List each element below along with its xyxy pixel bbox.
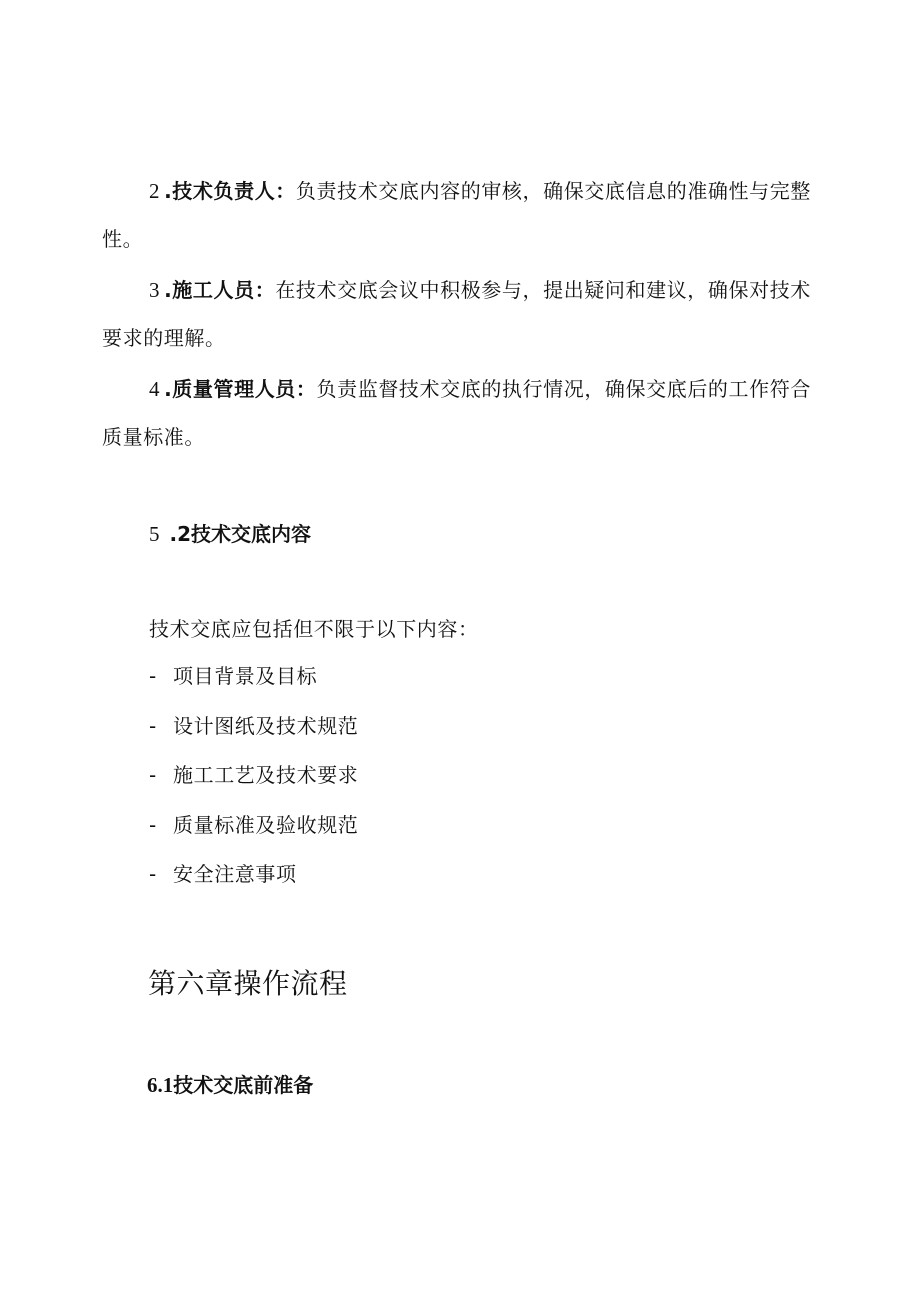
section-title: .2技术交底内容 (169, 522, 312, 546)
section-number: 6.1 (147, 1073, 174, 1097)
list-item-text: 施工工艺及技术要求 (173, 763, 359, 787)
item-term: .质量管理人员： (164, 377, 317, 401)
list-item-text: 质量标准及验收规范 (173, 812, 359, 837)
list-item (149, 711, 358, 761)
list-item-text: 设计图纸及技术规范 (173, 713, 359, 738)
section-heading-6-1 (147, 1070, 313, 1100)
section-number: 5 (149, 522, 160, 546)
item-number: 3 (149, 278, 161, 302)
item-term: .施工人员： (164, 278, 276, 302)
list-item (149, 661, 358, 711)
list-dash: - (149, 862, 157, 886)
responsibility-item-technical-lead (102, 167, 818, 263)
section-heading-5-2 (149, 519, 311, 549)
list-dash: - (149, 664, 157, 688)
list-item-text: 项目背景及目标 (173, 664, 318, 688)
list-item-text: 安全注意事项 (173, 862, 297, 886)
section-title: 技术交底前准备 (173, 1073, 314, 1097)
responsibility-item-construction-staff (102, 266, 818, 362)
item-text: 在技术交底会议中积极参与，提出疑问和建议，确保对技术要求的理解。 (102, 278, 811, 350)
content-intro: 技术交底应包括但不限于以下内容： (149, 617, 479, 641)
item-number: 4 (149, 377, 161, 401)
responsibility-item-quality-staff (102, 365, 818, 461)
list-dash: - (149, 812, 157, 837)
list-item (149, 760, 358, 810)
item-text: 负责监督技术交底的执行情况，确保交底后的工作符合质量标准。 (102, 377, 811, 449)
list-dash: - (149, 713, 157, 738)
content-list (149, 661, 358, 909)
list-item (149, 859, 358, 909)
list-dash: - (149, 763, 157, 787)
item-number: 2 (149, 179, 161, 203)
chapter-title: 第六章操作流程 (148, 967, 348, 1000)
item-term: .技术负责人： (164, 179, 296, 203)
item-text: 负责技术交底内容的审核，确保交底信息的准确性与完整性。 (102, 179, 811, 251)
list-item (149, 810, 358, 860)
